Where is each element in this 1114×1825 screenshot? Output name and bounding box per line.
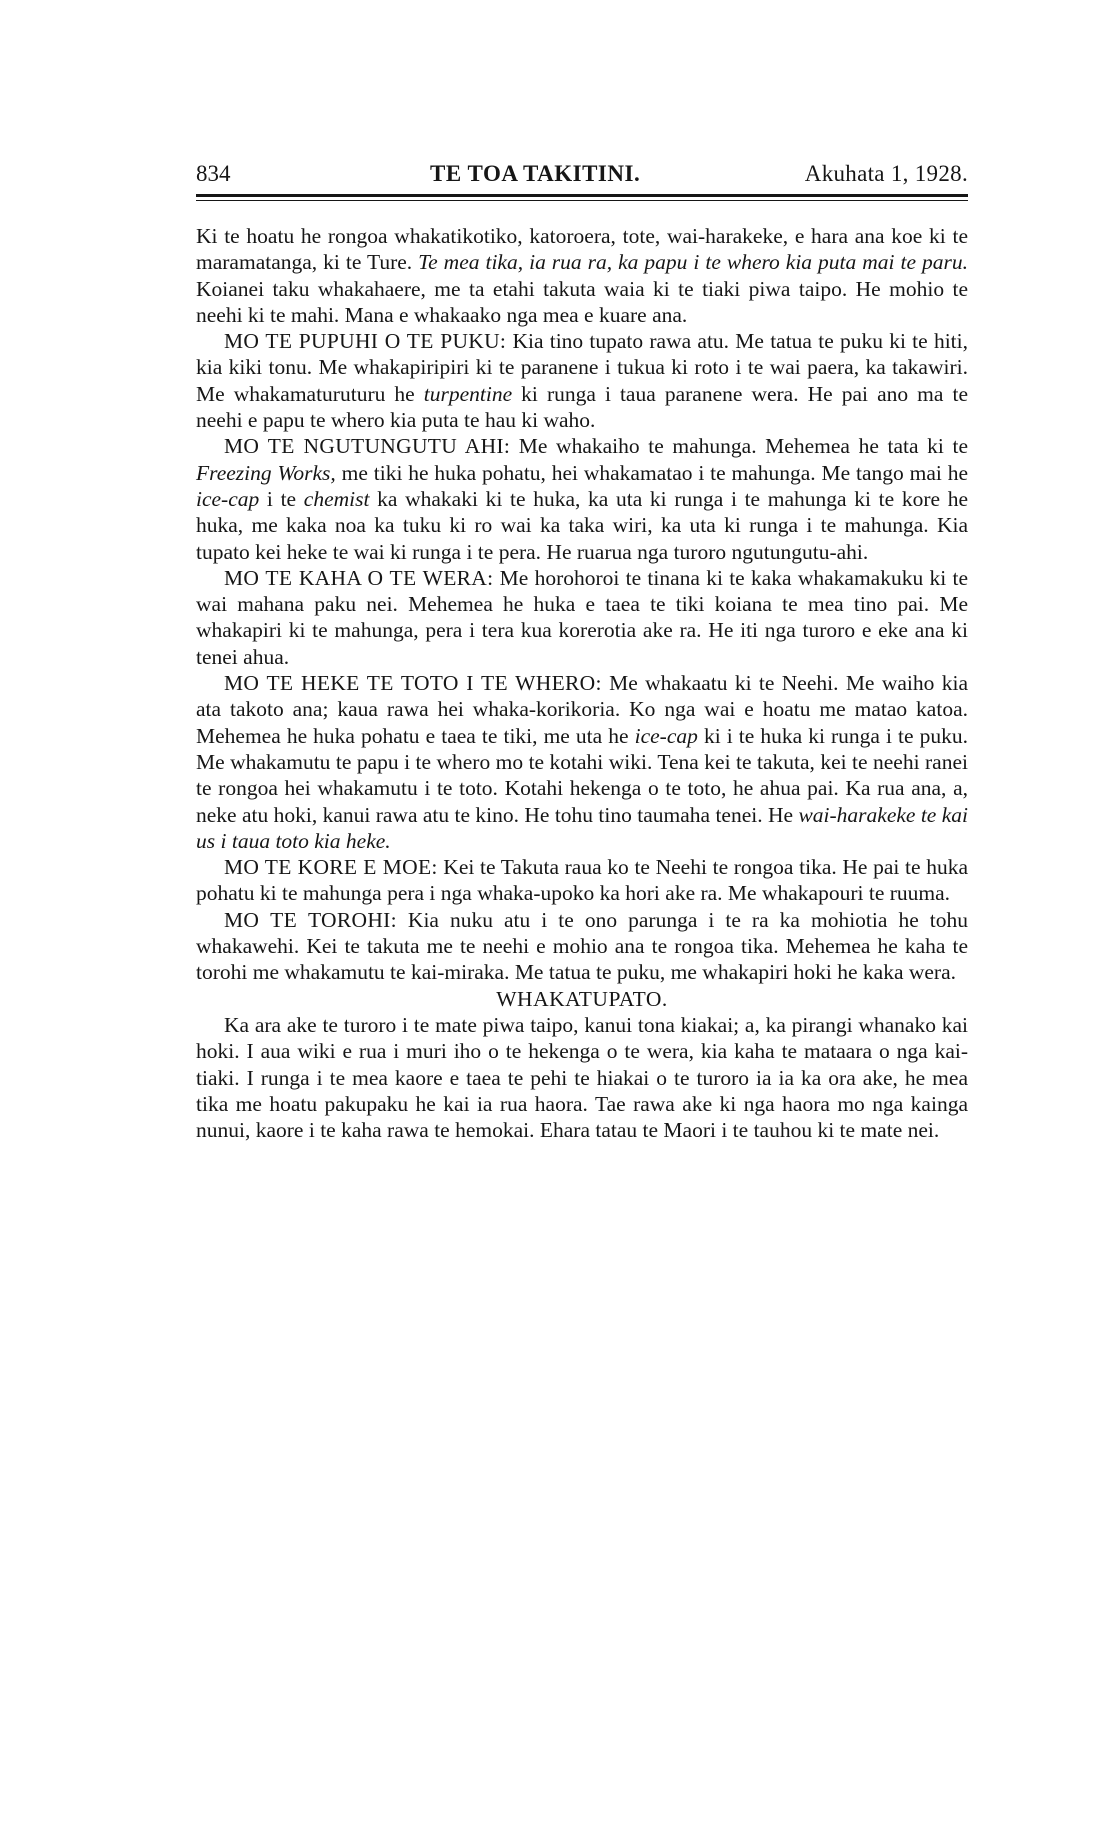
italic-text: chemist [303, 486, 370, 511]
page [196, 160, 968, 1143]
paragraph-heading: MO TE TOROHI: [224, 907, 397, 932]
paragraph-whakatupato: Ka ara ake te turoro i te mate piwa taipo, kanui tona kiakai; a, ka pirangi whanako kai hoki. I aua wiki e rua i muri iho o te hekenga o te wera, kia kaha te mataara o nga kai-tiaki. I runga i te mea kaore e taea te pehi te hiakai o te turoro ia ia ka ora ake, he mea tika me hoatu pakupaku he kai ia rua haora. Tae rawa ake ki nga haora mo nga kainga nunui, kaore i te kaha rawa te hemokai. Ehara tatau te Maori i te tauhou ki te mate nei. [196, 1012, 968, 1143]
paragraph-kaha-wera: MO TE KAHA O TE WERA: Me horohoroi te tinana ki te kaka whakamakuku ki te wai mahana paku nei. Mehemea he huka e taea te tiki koiana te mea tino pai. Me whakapiri ki te mahunga, pera i tera kua korerotia ake ra. He iti nga turoro e eke ana ki tenei ahua. [196, 565, 968, 669]
page-number: 834 [196, 161, 231, 186]
section-heading: WHAKATUPATO. [496, 986, 668, 1011]
paragraph-ngutungutu: MO TE NGUTUNGUTU AHI: Me whakaiho te mahunga. Mehemea he tata ki te Freezing Works, me tiki he huka pohatu, hei whakamatao i te mahunga. Me tango mai he ice-cap i te chemist ka whakaki ki te huka, ka uta ki runga i te mahunga ki te kore he huka, me kaka noa ka tuku ki ro wai ka taka wiri, ka uta ki runga i te mahunga. Kia tupato kei heke te wai ki runga i te pera. He ruarua nga turoro ngutungutu-ahi. [196, 434, 968, 564]
header-rule [196, 194, 968, 201]
italic-text: Te mea tika, ia rua ra, ka papu i te whero kia puta mai te paru. [418, 250, 968, 275]
italic-text: ice-cap [196, 486, 260, 511]
paragraph-heading: MO TE KORE E MOE: [224, 855, 438, 880]
journal-title: TE TOA TAKITINI. [430, 161, 641, 186]
paragraph-heading: MO TE KAHA O TE WERA: [224, 565, 494, 590]
italic-text: wai-harakeke te kai us i taua toto kia heke. [196, 802, 968, 853]
paragraph-kore-moe: MO TE KORE E MOE: Kei te Takuta raua ko te Neehi te rongoa tika. He pai te huka pohatu ki te mahunga pera i nga whaka-upoko ka hori ake ra. Me whakapouri te ruuma. [196, 855, 969, 906]
paragraph-intro: Ki te hoatu he rongoa whakatikotiko, katoroera, tote, wai-harakeke, e hara ana koe ki te maramatanga, ki te Ture. Te mea tika, ia rua ra, ka papu i te whero kia puta mai te paru. Koianei taku whakahaere, me ta etahi takuta waia ki te tiaki piwa taipo. He mohio te neehi ki te mahi. Mana e whakaako nga mea e kuare ana. [196, 224, 968, 327]
paragraph-torohi: MO TE TOROHI: Kia nuku atu i te ono parunga i te ra ka mohiotia he tohu whakawehi. Kei te takuta me te neehi e mohio ana te rongoa tika. Mehemea he kaha te torohi me whakamutu te kai-miraka. Me tatua te puku, me whakapiri hoki he kaka wera. [196, 907, 968, 985]
paragraph-heading: MO TE NGUTUNGUTU AHI: [224, 434, 511, 459]
paragraph-pupuhi: MO TE PUPUHI O TE PUKU: Kia tino tupato rawa atu. Me tatua te puku ki te hiti, kia kiki tonu. Me whakapiripiri ki te paranene i tukua ki roto i te wai paera, ka takawiri. Me whakamaturuturu he turpentine ki runga i taua paranene wera. He pai ano ma te neehi e papu te whero kia puta te hau ki waho. [196, 329, 968, 433]
article-body [196, 223, 968, 1143]
paragraph-heading: MO TE HEKE TE TOTO I TE WHERO: [224, 671, 602, 696]
paragraph-heading: MO TE PUPUHI O TE PUKU: [224, 329, 507, 354]
paragraph-heke-toto: MO TE HEKE TE TOTO I TE WHERO: Me whakaatu ki te Neehi. Me waiho kia ata takoto ana; kaua rawa hei whaka-korikoria. Ko nga wai e hoatu me matao katoa. Mehemea he huka pohatu e taea te tiki, me uta he ice-cap ki i te huka ki runga i te puku. Me whakamutu te papu i te whero mo te kotahi wiki. Tena kei te takuta, kei te neehi ranei te rongoa hei whakamutu i te toto. Kotahi hekenga o te toto, he ahua pai. Ka rua ana, a, neke atu hoki, kanui rawa atu te kino. He tohu tino taumaha tenei. He wai-harakeke te kai us i taua toto kia heke. [196, 671, 968, 853]
italic-text: turpentine [423, 381, 513, 406]
issue-date: Akuhata 1, 1928. [804, 161, 968, 186]
italic-text: ice-cap [634, 723, 698, 748]
running-header [196, 160, 968, 190]
italic-text: Freezing Works, [196, 460, 336, 485]
